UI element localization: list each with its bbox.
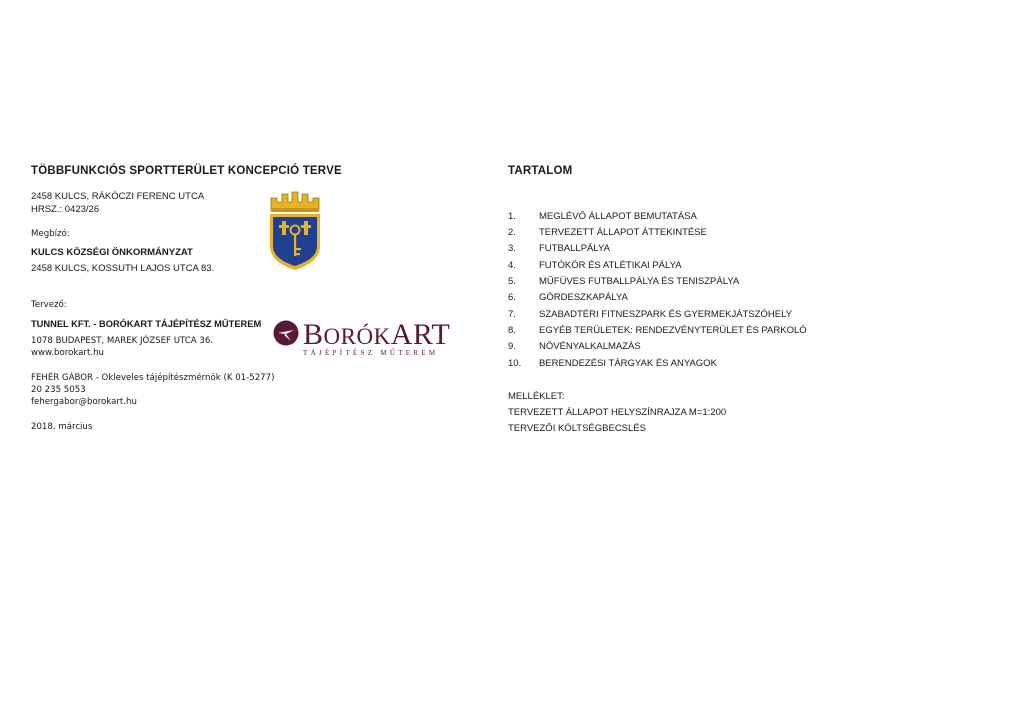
toc-item[interactable] xyxy=(508,292,628,303)
logo-word-end: ART xyxy=(390,318,451,351)
borokart-logo-subtitle: TÁJÉPÍTÉSZ MŰTEREM xyxy=(303,349,439,357)
client-address: 2458 KULCS, KOSSUTH LAJOS UTCA 83. xyxy=(31,263,215,274)
borokart-logo xyxy=(273,318,451,362)
toc-item[interactable] xyxy=(508,276,739,287)
toc-item[interactable] xyxy=(508,243,610,254)
designer-company: TUNNEL KFT. - BORÓKART TÁJÉPÍTÉSZ MŰTEREM xyxy=(31,319,262,329)
toc-item-label: EGYÉB TERÜLETEK: RENDEZVÉNYTERÜLET ÉS PARKOLÓ xyxy=(539,325,807,336)
toc-item-label: NÖVÉNYALKALMAZÁS xyxy=(539,341,641,352)
toc-item-label: TERVEZETT ÁLLAPOT ÁTTEKINTÉSE xyxy=(539,227,707,238)
toc-item-label: SZABADTÉRI FITNESZPARK ÉS GYERMEKJÁTSZÓHELY xyxy=(539,309,793,320)
coat-of-arms-icon xyxy=(267,190,323,272)
toc-item-number: 3. xyxy=(508,243,516,254)
logo-word-start: B xyxy=(303,318,324,351)
client-name: KULCS KÖZSÉGI ÖNKORMÁNYZAT xyxy=(31,247,193,258)
appendix-item[interactable]: TERVEZŐI KÖLTSÉGBECSLÉS xyxy=(508,423,646,434)
toc-item-number: 1. xyxy=(508,211,516,222)
engineer-email[interactable]: fehergabor@borokart.hu xyxy=(31,397,137,407)
engineer-phone: 20 235 5053 xyxy=(31,385,86,395)
toc-item[interactable] xyxy=(508,325,807,336)
toc-item[interactable] xyxy=(508,260,682,271)
designer-label: Tervező: xyxy=(31,300,67,310)
toc-item-number: 4. xyxy=(508,260,516,271)
toc-item-number: 8. xyxy=(508,325,516,336)
toc-item-number: 6. xyxy=(508,292,516,303)
toc-item[interactable] xyxy=(508,227,707,238)
borokart-logo-icon xyxy=(273,320,299,346)
toc-item-label: MEGLÉVŐ ÁLLAPOT BEMUTATÁSA xyxy=(539,211,697,222)
client-label: Megbízó: xyxy=(31,229,70,239)
toc-item-label: MŰFÜVES FUTBALLPÁLYA ÉS TENISZPÁLYA xyxy=(539,276,740,287)
document-date: 2018. március xyxy=(31,422,93,432)
toc-item-label: GÖRDESZKAPÁLYA xyxy=(539,292,628,303)
borokart-logo-wordmark xyxy=(303,318,450,352)
engineer-line: FEHÉR GÁBOR - Okleveles tájépítészmérnök (K 01-5277) xyxy=(31,373,275,383)
designer-address: 1078 BUDAPEST, MAREK JÓZSEF UTCA 36. xyxy=(31,336,214,346)
toc-item[interactable] xyxy=(508,211,697,222)
toc-item-number: 5. xyxy=(508,276,516,287)
toc-item-number: 10. xyxy=(508,358,522,369)
toc-title: TARTALOM xyxy=(508,165,573,177)
designer-web[interactable]: www.borokart.hu xyxy=(31,348,104,358)
appendix-item[interactable]: TERVEZETT ÁLLAPOT HELYSZÍNRAJZA M=1:200 xyxy=(508,407,727,418)
toc-item[interactable] xyxy=(508,341,641,352)
site-parcel: HRSZ.: 0423/26 xyxy=(31,204,100,215)
toc-item-number: 9. xyxy=(508,341,516,352)
toc-item-number: 7. xyxy=(508,309,516,320)
toc-item-label: BERENDEZÉSI TÁRGYAK ÉS ANYAGOK xyxy=(539,358,717,369)
toc-item[interactable] xyxy=(508,358,717,369)
site-address: 2458 KULCS, RÁKÓCZI FERENC UTCA xyxy=(31,191,205,202)
appendix-label: MELLÉKLET: xyxy=(508,391,565,402)
toc-item-label: FUTÓKÖR ÉS ATLÉTIKAI PÁLYA xyxy=(539,260,682,271)
project-title: TÖBBFUNKCIÓS SPORTTERÜLET KONCEPCIÓ TERVE xyxy=(31,165,342,177)
toc-item-label: FUTBALLPÁLYA xyxy=(539,243,610,254)
toc-item-number: 2. xyxy=(508,227,516,238)
toc-item[interactable] xyxy=(508,309,792,320)
logo-word-mid: ORÓK xyxy=(323,324,391,349)
